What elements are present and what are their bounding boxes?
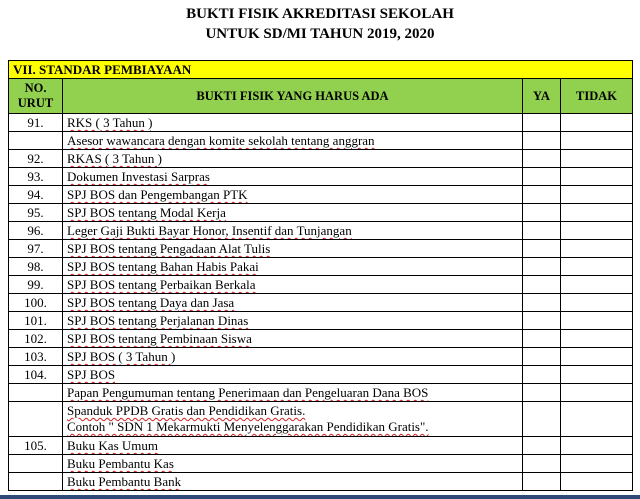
table-row: [9, 437, 633, 455]
row-evidence-text: [63, 455, 523, 473]
tidak-cell[interactable]: [561, 366, 633, 384]
tidak-cell[interactable]: [561, 186, 633, 204]
evidence-text: SPJ BOS tentang Bahan Habis Pakai: [67, 259, 259, 274]
ya-cell[interactable]: [523, 258, 561, 276]
evidence-text: Buku Pembantu Kas: [67, 456, 174, 471]
tidak-cell[interactable]: [561, 384, 633, 402]
row-evidence-text: [63, 312, 523, 330]
evidence-text: Buku Kas Umum: [67, 438, 158, 453]
col-header-no-line2: URUT: [17, 96, 54, 110]
row-evidence-text: [63, 150, 523, 168]
row-number: 99.: [9, 276, 63, 294]
row-number: 103.: [9, 348, 63, 366]
bottom-bar: [0, 495, 640, 499]
tidak-cell[interactable]: [561, 204, 633, 222]
row-number: 104.: [9, 366, 63, 384]
ya-cell[interactable]: [523, 294, 561, 312]
evidence-text: RKS ( 3 Tahun ): [67, 115, 153, 130]
table-row: [9, 473, 633, 491]
ya-cell[interactable]: [523, 276, 561, 294]
tidak-cell[interactable]: [561, 258, 633, 276]
col-header-ya: YA: [523, 79, 561, 114]
row-evidence-text: [63, 222, 523, 240]
row-evidence-text: [63, 168, 523, 186]
row-number: 101.: [9, 312, 63, 330]
tidak-cell[interactable]: [561, 473, 633, 491]
row-evidence-text: [63, 258, 523, 276]
tidak-cell[interactable]: [561, 276, 633, 294]
ya-cell[interactable]: [523, 384, 561, 402]
ya-cell[interactable]: [523, 168, 561, 186]
tidak-cell[interactable]: [561, 402, 633, 437]
table-row: [9, 240, 633, 258]
table-row: [9, 276, 633, 294]
row-number: [9, 132, 63, 150]
row-number: [9, 455, 63, 473]
evidence-text: SPJ BOS tentang Daya dan Jasa: [67, 295, 235, 310]
row-evidence-text: [63, 348, 523, 366]
row-evidence-text: [63, 294, 523, 312]
evidence-text: Buku Pembantu Bank: [67, 474, 182, 489]
table-row: [9, 186, 633, 204]
row-number: 92.: [9, 150, 63, 168]
table-row: [9, 132, 633, 150]
evidence-text: Asesor wawancara dengan komite sekolah tentang anggran: [67, 133, 375, 148]
table-row: [9, 204, 633, 222]
row-evidence-text: [63, 240, 523, 258]
document-title-line2: UNTUK SD/MI TAHUN 2019, 2020: [205, 26, 435, 42]
ya-cell[interactable]: [523, 473, 561, 491]
row-number: 94.: [9, 186, 63, 204]
ya-cell[interactable]: [523, 437, 561, 455]
section-label: VII. STANDAR PEMBIAYAAN: [9, 61, 633, 79]
tidak-cell[interactable]: [561, 455, 633, 473]
tidak-cell[interactable]: [561, 330, 633, 348]
row-number: 97.: [9, 240, 63, 258]
row-evidence-text: [63, 402, 523, 437]
table-row: [9, 222, 633, 240]
evidence-table: [8, 60, 633, 491]
row-number: 98.: [9, 258, 63, 276]
tidak-cell[interactable]: [561, 150, 633, 168]
row-evidence-text: [63, 114, 523, 132]
table-row: [9, 348, 633, 366]
ya-cell[interactable]: [523, 222, 561, 240]
row-number: 105.: [9, 437, 63, 455]
col-header-bukti: BUKTI FISIK YANG HARUS ADA: [63, 79, 523, 114]
ya-cell[interactable]: [523, 455, 561, 473]
tidak-cell[interactable]: [561, 240, 633, 258]
ya-cell[interactable]: [523, 114, 561, 132]
table-row: [9, 402, 633, 437]
ya-cell[interactable]: [523, 312, 561, 330]
row-number: [9, 473, 63, 491]
ya-cell[interactable]: [523, 366, 561, 384]
document-title-line1: BUKTI FISIK AKREDITASI SEKOLAH: [186, 6, 454, 22]
ya-cell[interactable]: [523, 186, 561, 204]
col-header-no: [9, 79, 63, 114]
header-row: [9, 79, 633, 114]
section-row: [9, 61, 633, 79]
evidence-text: Leger Gaji Bukti Bayar Honor, Insentif dan Tunjangan: [67, 223, 352, 238]
tidak-cell[interactable]: [561, 312, 633, 330]
row-number: 95.: [9, 204, 63, 222]
tidak-cell[interactable]: [561, 294, 633, 312]
row-evidence-text: [63, 384, 523, 402]
row-evidence-text: [63, 132, 523, 150]
evidence-text: Papan Pengumuman tentang Penerimaan dan Pengeluaran Dana BOS: [67, 385, 429, 400]
table-row: [9, 366, 633, 384]
ya-cell[interactable]: [523, 330, 561, 348]
ya-cell[interactable]: [523, 402, 561, 437]
evidence-text: Dokumen Investasi Sarpras: [67, 169, 210, 184]
tidak-cell[interactable]: [561, 114, 633, 132]
table-row: [9, 258, 633, 276]
evidence-text: SPJ BOS tentang Pengadaan Alat Tulis: [67, 241, 271, 256]
tidak-cell[interactable]: [561, 132, 633, 150]
row-evidence-text: [63, 276, 523, 294]
evidence-text: Spanduk PPDB Gratis dan Pendidikan Gratis.: [67, 403, 306, 418]
row-evidence-text: [63, 437, 523, 455]
table-row: [9, 294, 633, 312]
row-number: 102.: [9, 330, 63, 348]
row-evidence-text: [63, 186, 523, 204]
table-row: [9, 312, 633, 330]
evidence-text: SPJ BOS tentang Perjalanan Dinas: [67, 313, 249, 328]
evidence-text: SPJ BOS tentang Modal Kerja: [67, 205, 226, 220]
row-number: [9, 402, 63, 437]
ya-cell[interactable]: [523, 132, 561, 150]
table-row: [9, 455, 633, 473]
table-row: [9, 384, 633, 402]
row-evidence-text: [63, 330, 523, 348]
row-number: [9, 384, 63, 402]
ya-cell[interactable]: [523, 150, 561, 168]
evidence-text: SPJ BOS ( 3 Tahun ): [67, 349, 176, 364]
tidak-cell[interactable]: [561, 348, 633, 366]
evidence-text: SPJ BOS dan Pengembangan PTK: [67, 187, 248, 202]
tidak-cell[interactable]: [561, 168, 633, 186]
table-row: [9, 330, 633, 348]
col-header-tidak: TIDAK: [561, 79, 633, 114]
row-evidence-text: [63, 366, 523, 384]
evidence-text: SPJ BOS tentang Perbaikan Berkala: [67, 277, 256, 292]
ya-cell[interactable]: [523, 348, 561, 366]
row-evidence-text: [63, 473, 523, 491]
row-number: 96.: [9, 222, 63, 240]
tidak-cell[interactable]: [561, 437, 633, 455]
row-number: 100.: [9, 294, 63, 312]
tidak-cell[interactable]: [561, 222, 633, 240]
evidence-text: RKAS ( 3 Tahun ): [67, 151, 162, 166]
row-number: 91.: [9, 114, 63, 132]
col-header-no-line1: NO.: [24, 81, 47, 95]
ya-cell[interactable]: [523, 240, 561, 258]
ya-cell[interactable]: [523, 204, 561, 222]
table-row: [9, 114, 633, 132]
evidence-text: SPJ BOS: [67, 367, 116, 382]
evidence-text: SPJ BOS tentang Pembinaan Siswa: [67, 331, 252, 346]
table-row: [9, 168, 633, 186]
row-number: 93.: [9, 168, 63, 186]
row-evidence-text: [63, 204, 523, 222]
table-row: [9, 150, 633, 168]
evidence-text-line2: Contoh " SDN 1 Mekarmukti Menyelenggarakan Pendidikan Gratis".: [67, 419, 429, 434]
